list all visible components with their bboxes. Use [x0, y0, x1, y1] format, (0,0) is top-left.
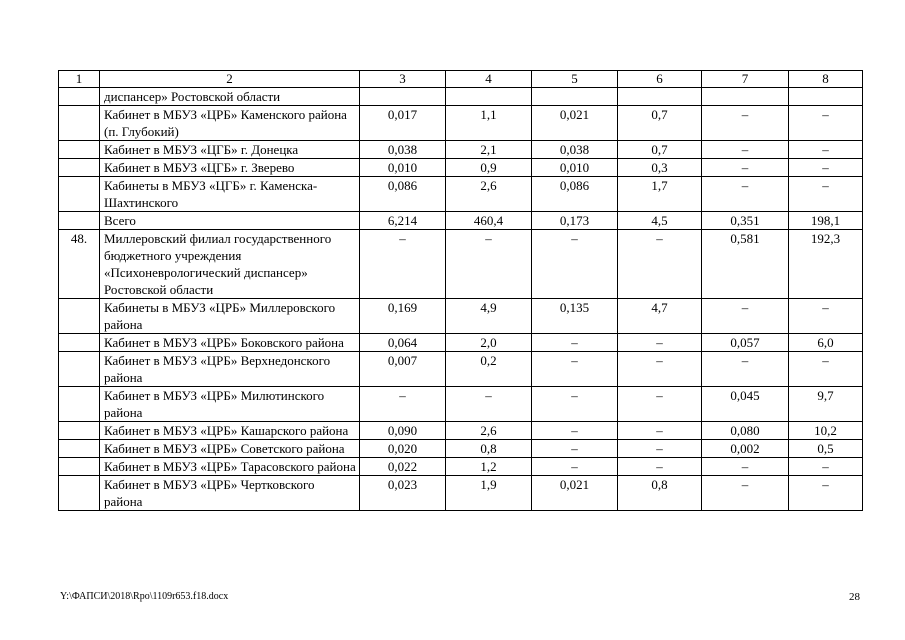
value-cell: 0,045 [702, 387, 789, 422]
value-cell: 0,057 [702, 334, 789, 352]
value-cell: 0,064 [360, 334, 446, 352]
value-cell: – [702, 106, 789, 141]
value-cell: 2,6 [446, 422, 532, 440]
header-cell: 5 [532, 71, 618, 88]
value-cell: – [702, 458, 789, 476]
value-cell: – [532, 334, 618, 352]
row-name-cell: Кабинет в МБУЗ «ЦРБ» Верхнедонского района [100, 352, 360, 387]
row-number-cell [59, 141, 100, 159]
table-row [59, 177, 863, 212]
value-cell: 0,8 [446, 440, 532, 458]
value-cell: – [618, 387, 702, 422]
header-cell: 8 [789, 71, 863, 88]
row-name-cell: Кабинет в МБУЗ «ЦРБ» Кашарского района [100, 422, 360, 440]
header-cell: 6 [618, 71, 702, 88]
value-cell: 4,7 [618, 299, 702, 334]
value-cell: – [532, 387, 618, 422]
value-cell [702, 88, 789, 106]
page-number: 28 [849, 591, 860, 603]
value-cell: 6,214 [360, 212, 446, 230]
value-cell: 6,0 [789, 334, 863, 352]
value-cell: 0,5 [789, 440, 863, 458]
row-name-cell: Миллеровский филиал государственного бюджетного учреждения «Психоневрологический диспансер» Ростовской области [100, 230, 360, 299]
row-number-cell [59, 422, 100, 440]
value-cell: – [618, 352, 702, 387]
row-name-cell: Кабинет в МБУЗ «ЦРБ» Милютинского района [100, 387, 360, 422]
value-cell: 198,1 [789, 212, 863, 230]
value-cell: – [360, 230, 446, 299]
value-cell: – [618, 458, 702, 476]
header-cell: 4 [446, 71, 532, 88]
value-cell: – [618, 230, 702, 299]
value-cell: – [702, 352, 789, 387]
value-cell: 0,7 [618, 106, 702, 141]
value-cell: – [702, 177, 789, 212]
value-cell [618, 88, 702, 106]
data-table [58, 70, 863, 511]
value-cell: 1,2 [446, 458, 532, 476]
value-cell: 2,1 [446, 141, 532, 159]
value-cell: – [702, 299, 789, 334]
header-cell: 3 [360, 71, 446, 88]
value-cell: – [532, 352, 618, 387]
value-cell: 0,090 [360, 422, 446, 440]
row-number-cell [59, 88, 100, 106]
value-cell: 1,7 [618, 177, 702, 212]
row-name-cell: Кабинет в МБУЗ «ЦРБ» Каменского района (п. Глубокий) [100, 106, 360, 141]
row-number-cell [59, 458, 100, 476]
value-cell: – [532, 458, 618, 476]
row-name-cell: Кабинеты в МБУЗ «ЦГБ» г. Каменска-Шахтинского [100, 177, 360, 212]
value-cell: – [789, 458, 863, 476]
value-cell: 0,080 [702, 422, 789, 440]
value-cell: 0,020 [360, 440, 446, 458]
row-number-cell [59, 476, 100, 511]
value-cell: 0,8 [618, 476, 702, 511]
table-row [59, 230, 863, 299]
value-cell: 9,7 [789, 387, 863, 422]
table-row [59, 458, 863, 476]
value-cell: 4,5 [618, 212, 702, 230]
table-row [59, 440, 863, 458]
value-cell: 0,007 [360, 352, 446, 387]
table-row [59, 334, 863, 352]
row-number-cell [59, 106, 100, 141]
table-row [59, 212, 863, 230]
value-cell: 0,010 [532, 159, 618, 177]
value-cell: – [702, 476, 789, 511]
value-cell: 1,1 [446, 106, 532, 141]
row-name-cell: Кабинет в МБУЗ «ЦГБ» г. Зверево [100, 159, 360, 177]
row-number-cell [59, 177, 100, 212]
value-cell: 0,010 [360, 159, 446, 177]
row-number-cell [59, 387, 100, 422]
value-cell: 0,038 [360, 141, 446, 159]
value-cell: 0,021 [532, 106, 618, 141]
value-cell: – [446, 387, 532, 422]
value-cell: 0,021 [532, 476, 618, 511]
row-name-cell: Всего [100, 212, 360, 230]
value-cell: 0,017 [360, 106, 446, 141]
value-cell: – [532, 440, 618, 458]
value-cell: – [618, 440, 702, 458]
value-cell: – [789, 177, 863, 212]
header-cell: 2 [100, 71, 360, 88]
header-cell: 7 [702, 71, 789, 88]
value-cell: – [446, 230, 532, 299]
value-cell: 2,0 [446, 334, 532, 352]
table-header-row [59, 71, 863, 88]
value-cell: – [618, 334, 702, 352]
value-cell: – [789, 106, 863, 141]
table-row [59, 141, 863, 159]
value-cell: 4,9 [446, 299, 532, 334]
value-cell: 0,086 [360, 177, 446, 212]
value-cell: 0,2 [446, 352, 532, 387]
value-cell: 0,002 [702, 440, 789, 458]
value-cell: 0,038 [532, 141, 618, 159]
value-cell: – [532, 230, 618, 299]
row-name-cell: Кабинет в МБУЗ «ЦРБ» Боковского района [100, 334, 360, 352]
value-cell: – [789, 299, 863, 334]
value-cell: 1,9 [446, 476, 532, 511]
value-cell: – [789, 476, 863, 511]
value-cell [360, 88, 446, 106]
table-row [59, 476, 863, 511]
row-number-cell [59, 212, 100, 230]
header-cell: 1 [59, 71, 100, 88]
footer-file-path: Y:\ФАПСИ\2018\Rpo\1109r653.f18.docx [60, 591, 229, 602]
table-row [59, 106, 863, 141]
value-cell: 0,351 [702, 212, 789, 230]
value-cell: 0,581 [702, 230, 789, 299]
value-cell: 10,2 [789, 422, 863, 440]
row-number-cell: 48. [59, 230, 100, 299]
value-cell: – [618, 422, 702, 440]
row-name-cell: Кабинет в МБУЗ «ЦРБ» Советского района [100, 440, 360, 458]
table-row [59, 422, 863, 440]
table-row [59, 387, 863, 422]
value-cell: 192,3 [789, 230, 863, 299]
value-cell: – [360, 387, 446, 422]
value-cell: 0,7 [618, 141, 702, 159]
value-cell: – [789, 159, 863, 177]
value-cell: 0,3 [618, 159, 702, 177]
value-cell: 0,169 [360, 299, 446, 334]
row-number-cell [59, 159, 100, 177]
table-row [59, 299, 863, 334]
value-cell: 0,173 [532, 212, 618, 230]
row-name-cell: Кабинет в МБУЗ «ЦГБ» г. Донецка [100, 141, 360, 159]
value-cell: 2,6 [446, 177, 532, 212]
row-name-cell: диспансер» Ростовской области [100, 88, 360, 106]
value-cell: 460,4 [446, 212, 532, 230]
row-number-cell [59, 440, 100, 458]
value-cell: 0,9 [446, 159, 532, 177]
row-name-cell: Кабинет в МБУЗ «ЦРБ» Чертковского района [100, 476, 360, 511]
value-cell [789, 88, 863, 106]
value-cell: – [702, 159, 789, 177]
value-cell: – [789, 352, 863, 387]
table-row [59, 88, 863, 106]
value-cell: 0,022 [360, 458, 446, 476]
value-cell [532, 88, 618, 106]
value-cell: – [789, 141, 863, 159]
row-name-cell: Кабинеты в МБУЗ «ЦРБ» Миллеровского района [100, 299, 360, 334]
value-cell: 0,023 [360, 476, 446, 511]
row-name-cell: Кабинет в МБУЗ «ЦРБ» Тарасовского района [100, 458, 360, 476]
value-cell: – [532, 422, 618, 440]
table-row [59, 352, 863, 387]
table-row [59, 159, 863, 177]
row-number-cell [59, 334, 100, 352]
value-cell: 0,086 [532, 177, 618, 212]
row-number-cell [59, 299, 100, 334]
value-cell: – [702, 141, 789, 159]
value-cell [446, 88, 532, 106]
value-cell: 0,135 [532, 299, 618, 334]
row-number-cell [59, 352, 100, 387]
